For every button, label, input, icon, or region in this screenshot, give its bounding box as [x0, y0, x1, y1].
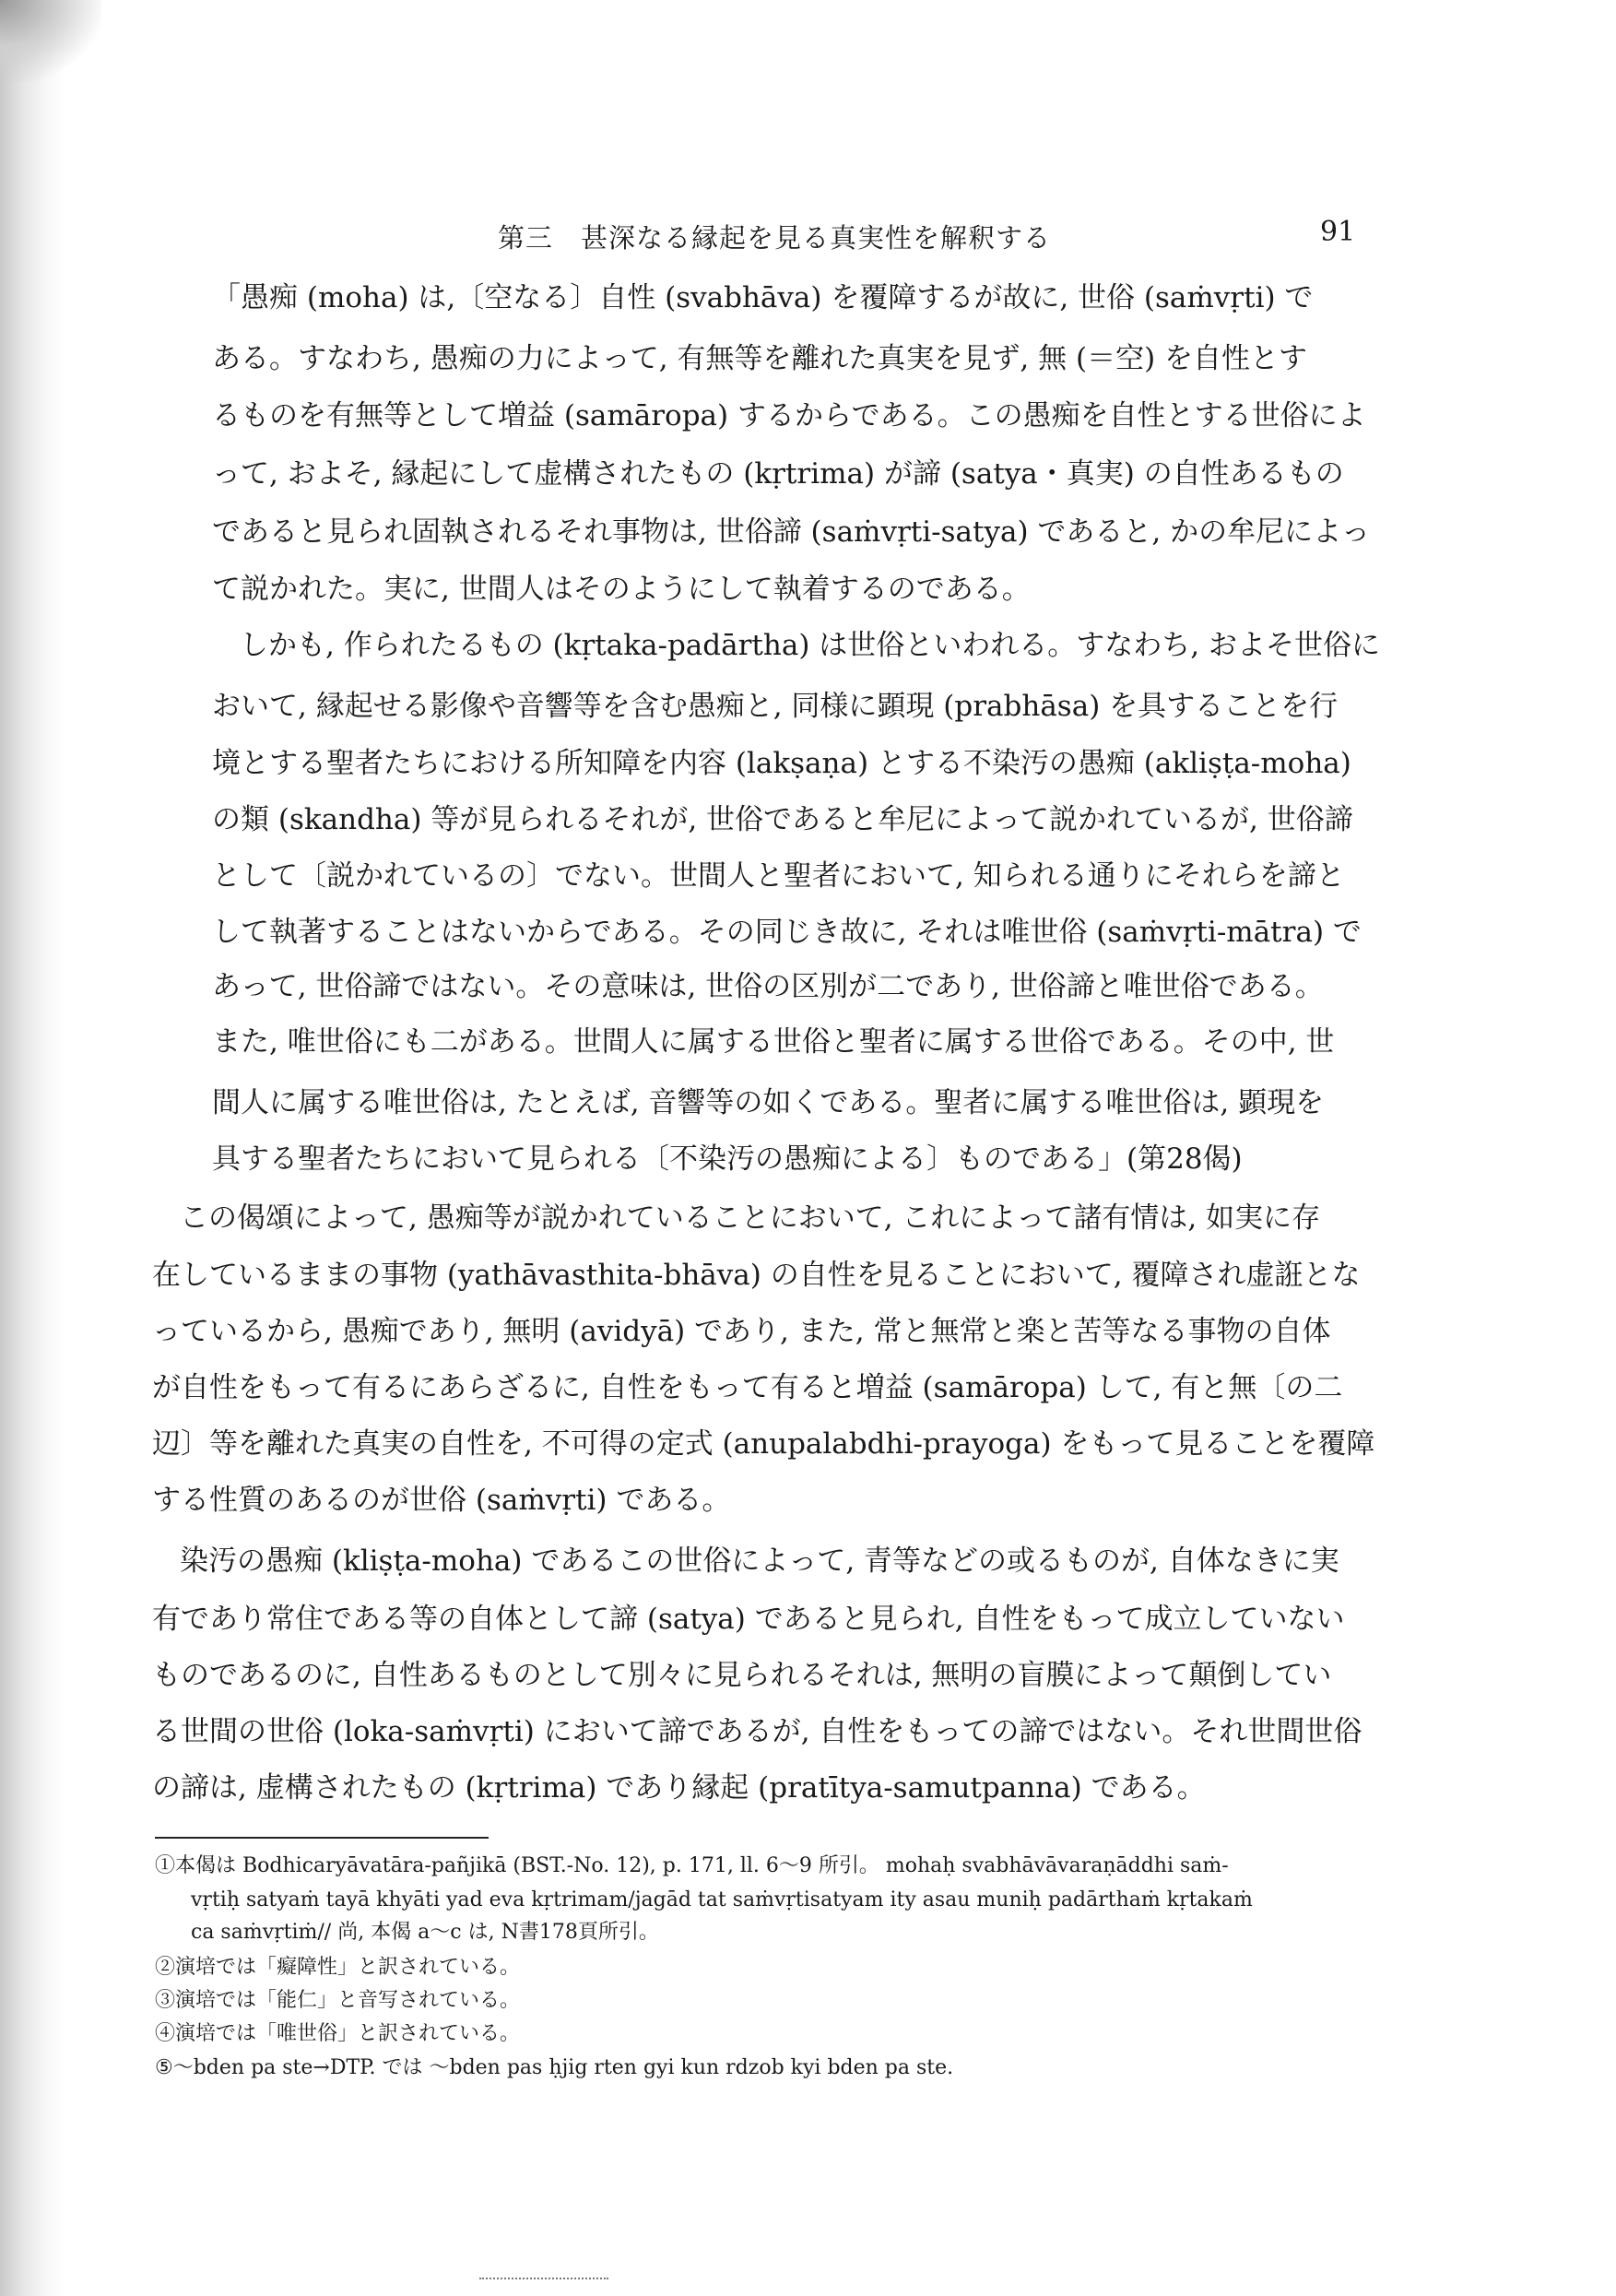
running-header: 第三 甚深なる縁起を見る真実性を解釈する — [498, 222, 1052, 254]
scan-artifact — [479, 2278, 608, 2279]
text-line: 境とする聖者たちにおける所知障を内容 (lakṣaṇa) とする不染汚の愚痴 (akliṣṭa-moha) — [212, 747, 1351, 780]
footnote: ④演培では「唯世俗」と訳されている。 — [155, 2022, 521, 2045]
text-line: 間人に属する唯世俗は, たとえば, 音響等の如くである。聖者に属する唯世俗は, 顕現を — [212, 1086, 1325, 1119]
text-line: この偈頌によって, 愚痴等が説かれていることにおいて, これによって諸有情は, 如実に存 — [180, 1201, 1321, 1235]
text-line: する性質のあるのが世俗 (saṁvṛti) である。 — [152, 1484, 731, 1517]
text-line: 具する聖者たちにおいて見られる〔不染汚の愚痴による〕ものである」(第28偈) — [212, 1142, 1243, 1176]
text-line: また, 唯世俗にも二がある。世間人に属する世俗と聖者に属する世俗である。その中, 世 — [212, 1025, 1335, 1059]
text-line: あって, 世俗諦ではない。その意味は, 世俗の区別が二であり, 世俗諦と唯世俗である。 — [212, 970, 1324, 1003]
text-line: て説かれた。実に, 世間人はそのようにして執着するのである。 — [212, 573, 1031, 606]
text-line: 在しているままの事物 (yathāvasthita-bhāva) の自性を見ることにおいて, 覆障され虚誑とな — [152, 1259, 1361, 1292]
scan-smudge — [0, 0, 101, 83]
text-line: 辺〕等を離れた真実の自性を, 不可得の定式 (anupalabdhi-prayoga) をもって見ることを覆障 — [152, 1427, 1375, 1461]
text-line: であると見られ固執されるそれ事物は, 世俗諦 (saṁvṛti-satya) であると, かの牟尼によっ — [212, 515, 1371, 549]
text-line: ある。すなわち, 愚痴の力によって, 有無等を離れた真実を見ず, 無 (＝空) を自性とす — [212, 342, 1308, 375]
text-line: っているから, 愚痴であり, 無明 (avidyā) であり, また, 常と無常と楽と苦等なる事物の自体 — [152, 1315, 1331, 1348]
text-line: 有であり常住である等の自体として諦 (satya) であると見られ, 自性をもって成立していない — [152, 1603, 1345, 1636]
footnote-divider — [155, 1837, 489, 1839]
text-line: ものであるのに, 自性あるものとして別々に見られるそれは, 無明の盲膜によって顛倒してい — [152, 1659, 1332, 1692]
footnote: vṛtiḥ satyaṁ tayā khyāti yad eva kṛtrimam/jagād tat saṁvṛtisatyam ity asau muniḥ padārthaṁ kṛtakaṁ — [191, 1888, 1253, 1911]
text-line: 染汚の愚痴 (kliṣṭa-moha) であるこの世俗によって, 青等などの或るものが, 自体なきに実 — [180, 1544, 1339, 1578]
text-line: 「愚痴 (moha) は,〔空なる〕自性 (svabhāva) を覆障するが故に, 世俗 (saṁvṛti) で — [212, 281, 1314, 314]
text-line: るものを有無等として増益 (samāropa) するからである。この愚痴を自性とする世俗によ — [212, 399, 1366, 432]
text-line: の類 (skandha) 等が見られるそれが, 世俗であると牟尼によって説かれているが, 世俗諦 — [212, 803, 1353, 836]
footnote: ①本偈は Bodhicaryāvatāra-pañjikā (BST.-No. 12), p. 171, ll. 6〜9 所引。 mohaḥ svabhāvāvaraṇāddhi saṁ- — [155, 1854, 1229, 1877]
scan-shadow — [0, 0, 65, 2296]
text-line: って, およそ, 縁起にして虚構されたもの (kṛtrima) が諦 (satya・真実) の自性あるもの — [212, 457, 1344, 491]
text-line: して執著することはないからである。その同じき故に, それは唯世俗 (saṁvṛti-mātra) で — [212, 916, 1362, 949]
text-line: しかも, 作られたるもの (kṛtaka-padārtha) は世俗といわれる。すなわち, およそ世俗に — [240, 629, 1380, 662]
text-line: の諦は, 虚構されたもの (kṛtrima) であり縁起 (pratītya-samutpanna) である。 — [152, 1771, 1206, 1805]
text-line: る世間の世俗 (loka-saṁvṛti) において諦であるが, 自性をもっての諦ではない。それ世間世俗 — [152, 1715, 1362, 1748]
footnote: ca saṁvṛtiṁ// 尚, 本偈 a〜c は, N書178頁所引。 — [191, 1921, 659, 1944]
text-line: が自性をもって有るにあらざるに, 自性をもって有ると増益 (samāropa) して, 有と無〔の二 — [152, 1371, 1343, 1404]
text-line: おいて, 縁起せる影像や音響等を含む愚痴と, 同様に顕現 (prabhāsa) を具することを行 — [212, 690, 1339, 723]
footnote: ③演培では「能仁」と音写されている。 — [155, 1989, 521, 2012]
page-number: 91 — [1320, 216, 1356, 248]
footnote: ②演培では「癡障性」と訳されている。 — [155, 1956, 521, 1979]
footnote: ⑤〜bden pa ste→DTP. では 〜bden pas ḥjig rten gyi kun rdzob kyi bden pa ste. — [155, 2056, 954, 2079]
text-line: として〔説かれているの〕でない。世間人と聖者において, 知られる通りにそれらを諦と — [212, 859, 1345, 893]
